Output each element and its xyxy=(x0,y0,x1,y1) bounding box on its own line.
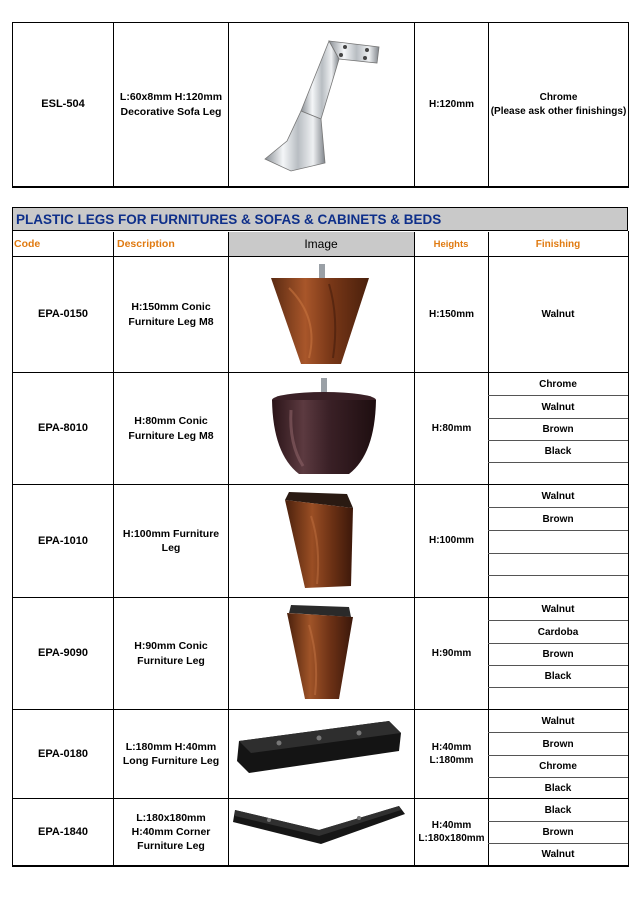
finish-option: Brown xyxy=(542,649,574,660)
finish-option: Black xyxy=(544,671,572,682)
product-description: H:150mm Conic Furniture Leg M8 xyxy=(128,301,214,328)
product-code: EPA-0180 xyxy=(38,747,88,760)
product-code: EPA-0150 xyxy=(38,308,88,321)
product-code: EPA-1840 xyxy=(38,825,88,838)
finish-option: Brown xyxy=(542,827,574,838)
product-description: H:90mm Conic Furniture Leg xyxy=(134,640,208,667)
walnut-tapered-leg-image xyxy=(229,599,414,708)
finish-option: Chrome xyxy=(539,761,577,772)
product-code: EPA-9090 xyxy=(38,647,88,660)
finish-option: Walnut xyxy=(541,490,575,502)
finish-option: Brown xyxy=(542,513,574,525)
product-description: L:180mm H:40mm Long Furniture Leg xyxy=(122,740,220,767)
product-description: H:80mm Conic Furniture Leg M8 xyxy=(128,415,214,442)
brown-conic-leg-image xyxy=(229,374,414,483)
finish-option: Chrome xyxy=(539,378,577,390)
product-height: H:120mm xyxy=(428,98,475,110)
finish-option: Walnut xyxy=(541,401,575,413)
finish-option: Black xyxy=(544,782,572,794)
finish-option: Cardoba xyxy=(537,626,579,638)
product-height: H:90mm xyxy=(431,647,472,659)
finish-option: Black xyxy=(544,446,572,457)
section-title-text: PLASTIC LEGS FOR FURNITURES & SOFAS & CABINETS & BEDS xyxy=(16,211,442,227)
black-corner-leg-image xyxy=(229,800,414,864)
header-code: Code xyxy=(14,238,41,250)
product-code: EPA-8010 xyxy=(38,422,88,435)
finish-option: Walnut xyxy=(541,715,575,727)
product-code: EPA-1010 xyxy=(38,534,88,547)
product-description: L:60x8mm H:120mm Decorative Sofa Leg xyxy=(119,91,223,118)
product-height: H:150mm xyxy=(428,308,475,320)
header-heights: Heights xyxy=(433,238,469,250)
header-description: Description xyxy=(117,238,175,250)
section-title xyxy=(12,207,628,231)
finish-option: Brown xyxy=(542,738,574,750)
finish-option: Brown xyxy=(542,424,574,435)
product-code: ESL-504 xyxy=(41,98,85,111)
product-description: L:180x180mm H:40mm Corner Furniture Leg xyxy=(131,811,211,853)
product-description: H:100mm Furniture Leg xyxy=(122,527,220,554)
walnut-slanted-leg-image xyxy=(229,486,414,596)
finish-option: Walnut xyxy=(541,309,575,320)
finish-option: Walnut xyxy=(541,849,575,860)
product-height: H:80mm xyxy=(431,422,472,434)
finish-option: Walnut xyxy=(541,603,575,615)
product-height: H:100mm xyxy=(428,535,475,547)
product-finishing: Chrome (Please ask other finishings) xyxy=(490,92,627,117)
header-finishing: Finishing xyxy=(535,238,581,250)
finish-option: Black xyxy=(544,804,572,816)
black-long-leg-image xyxy=(229,711,414,797)
product-height: H:40mm L:180mm xyxy=(429,741,474,766)
chrome-sofa-leg-image xyxy=(229,23,414,186)
header-image: Image xyxy=(304,237,338,251)
walnut-conic-leg-image xyxy=(229,258,414,371)
product-height: H:40mm L:180x180mm xyxy=(418,819,485,844)
